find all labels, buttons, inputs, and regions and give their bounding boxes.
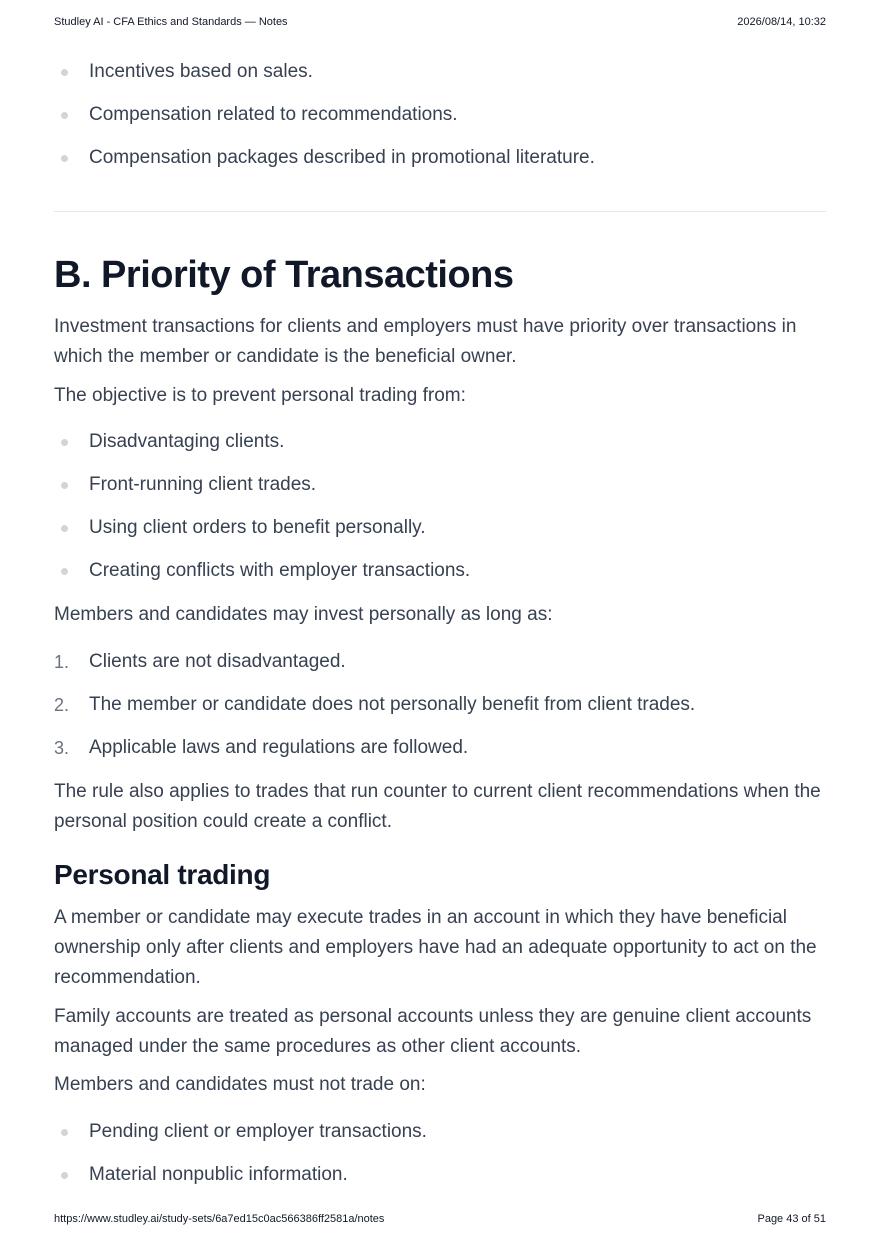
page-header — [54, 16, 826, 28]
list-item-text: Pending client or employer transactions. — [89, 1121, 427, 1142]
list-number: 3. — [54, 738, 70, 758]
paragraph: Investment transactions for clients and employers must have priority over transactions in which the member or candidate is the beneficial owner. — [54, 316, 797, 367]
bullet-icon — [61, 1129, 68, 1136]
bullet-icon — [61, 525, 68, 532]
list-item-text: The member or candidate does not personally benefit from client trades. — [89, 694, 696, 715]
paragraph: Members and candidates may invest personally as long as: — [54, 604, 553, 625]
page-footer — [54, 1213, 826, 1225]
bullet-icon — [61, 439, 68, 446]
bullet-icon — [61, 155, 68, 162]
page-number: Page 43 of 51 — [757, 1213, 826, 1225]
footer-url[interactable]: https://www.studley.ai/study-sets/6a7ed15c0ac566386ff2581a/notes — [54, 1213, 385, 1225]
section-divider — [54, 211, 826, 212]
list-item-text: Compensation related to recommendations. — [89, 104, 458, 125]
paragraph: The objective is to prevent personal trading from: — [54, 385, 466, 406]
section-title: B. Priority of Transactions — [54, 254, 514, 296]
paragraph: The rule also applies to trades that run counter to current client recommendations when the personal position could create a conflict. — [54, 781, 821, 832]
paragraph: Members and candidates must not trade on: — [54, 1074, 426, 1095]
bullet-icon — [61, 69, 68, 76]
list-number: 2. — [54, 695, 70, 715]
list-item-text: Incentives based on sales. — [89, 61, 313, 82]
header-timestamp: 2026/08/14, 10:32 — [737, 16, 826, 28]
list-item-text: Compensation packages described in promotional literature. — [89, 147, 595, 168]
header-title: Studley AI - CFA Ethics and Standards — Notes — [54, 16, 288, 28]
paragraph: A member or candidate may execute trades in an account in which they have beneficial ownership only after clients and employers have had an adequate opportunity to act on the recommendation. — [54, 907, 817, 988]
list-item-text: Front-running client trades. — [89, 474, 317, 495]
bullet-icon — [61, 1172, 68, 1179]
list-item-text: Applicable laws and regulations are followed. — [89, 737, 469, 758]
list-item-text: Material nonpublic information. — [89, 1164, 348, 1185]
list-item-text: Disadvantaging clients. — [89, 431, 285, 452]
list-item-text: Using client orders to benefit personally. — [89, 517, 426, 538]
bullet-icon — [61, 112, 68, 119]
paragraph: Family accounts are treated as personal accounts unless they are genuine client accounts managed under the same procedures as other client accounts. — [54, 1006, 812, 1057]
subsection-title: Personal trading — [54, 859, 271, 890]
bullet-icon — [61, 482, 68, 489]
list-number: 1. — [54, 652, 70, 672]
list-item-text: Clients are not disadvantaged. — [89, 651, 346, 672]
bullet-icon — [61, 568, 68, 575]
list-item-text: Creating conflicts with employer transactions. — [89, 560, 471, 581]
